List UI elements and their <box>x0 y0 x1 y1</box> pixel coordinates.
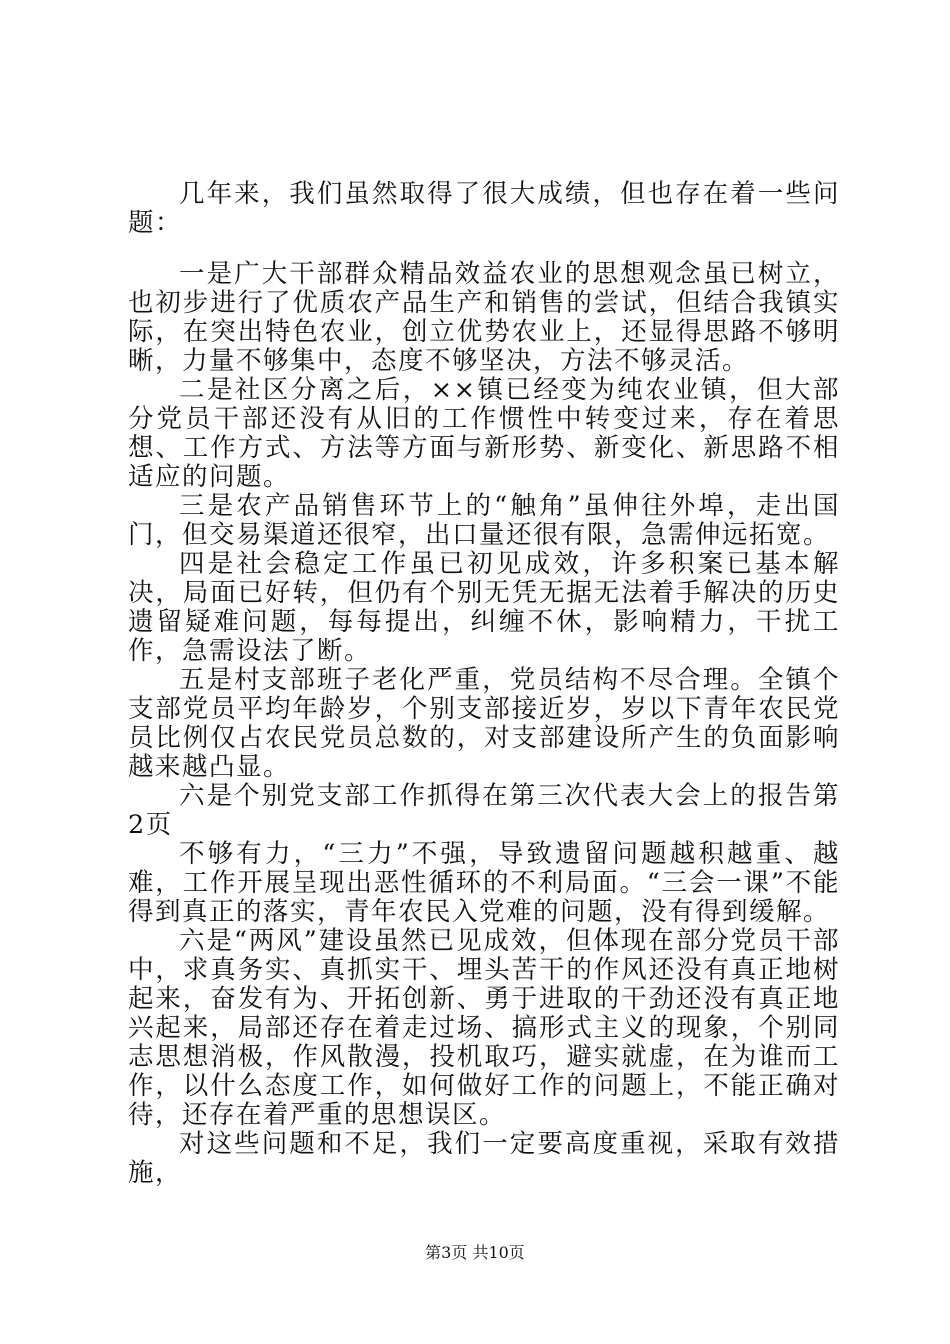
intro-paragraph: 几年来，我们虽然取得了很大成绩，但也存在着一些问题： <box>128 179 840 238</box>
paragraph-problem-6-heading: 六是个别党支部工作抓得在第三次代表大会上的报告第2页 <box>128 781 840 840</box>
paragraph-problem-liangfeng: 六是“两风”建设虽然已见成效，但体现在部分党员干部中，求真务实、真抓实干、埋头苦干的作风还没有真正地树起来，奋发有为、开拓创新、勇于进取的干劲还没有真正地兴起来，局部还存在着走过场、搞形式主义的现象，个别同志思想消极，作风散漫，投机取巧，避实就虚，在为谁而工作，以什么态度工作，如何做好工作的问题上，不能正确对待，还存在着严重的思想误区。 <box>128 926 840 1130</box>
paragraph-problem-5: 五是村支部班子老化严重，党员结构不尽合理。全镇个支部党员平均年龄岁，个别支部接近岁，岁以下青年农民党员比例仅占农民党员总数的，对支部建设所产生的负面影响越来越凸显。 <box>128 665 840 782</box>
paragraph-problem-2: 二是社区分离之后，××镇已经变为纯农业镇，但大部分党员干部还没有从旧的工作惯性中转变过来，存在着思想、工作方式、方法等方面与新形势、新变化、新思路不相适应的问题。 <box>128 375 840 492</box>
paragraph-problem-3: 三是农产品销售环节上的“触角”虽伸往外埠，走出国门，但交易渠道还很窄，出口量还很有限，急需伸远拓宽。 <box>128 491 840 550</box>
paragraph-problem-6-continued: 不够有力，“三力”不强，导致遗留问题越积越重、越难，工作开展呈现出恶性循环的不利局面。“三会一课”不能得到真正的落实，青年农民入党难的问题，没有得到缓解。 <box>128 839 840 927</box>
paragraph-problem-4: 四是社会稳定工作虽已初见成效，许多积案已基本解决，局面已好转，但仍有个别无凭无据无法着手解决的历史遗留疑难问题，每每提出，纠缠不休，影响精力，干扰工作，急需设法了断。 <box>128 549 840 666</box>
paragraph-conclusion: 对这些问题和不足，我们一定要高度重视，采取有效措施， <box>128 1129 840 1188</box>
paragraph-problem-1: 一是广大干部群众精品效益农业的思想观念虽已树立，也初步进行了优质农产品生产和销售的尝试，但结合我镇实际，在突出特色农业，创立优势农业上，还显得思路不够明晰，力量不够集中，态度不够坚决，方法不够灵活。 <box>128 259 840 376</box>
document-body <box>128 168 840 1188</box>
page-number-footer: 第3页 共10页 <box>425 1243 525 1262</box>
